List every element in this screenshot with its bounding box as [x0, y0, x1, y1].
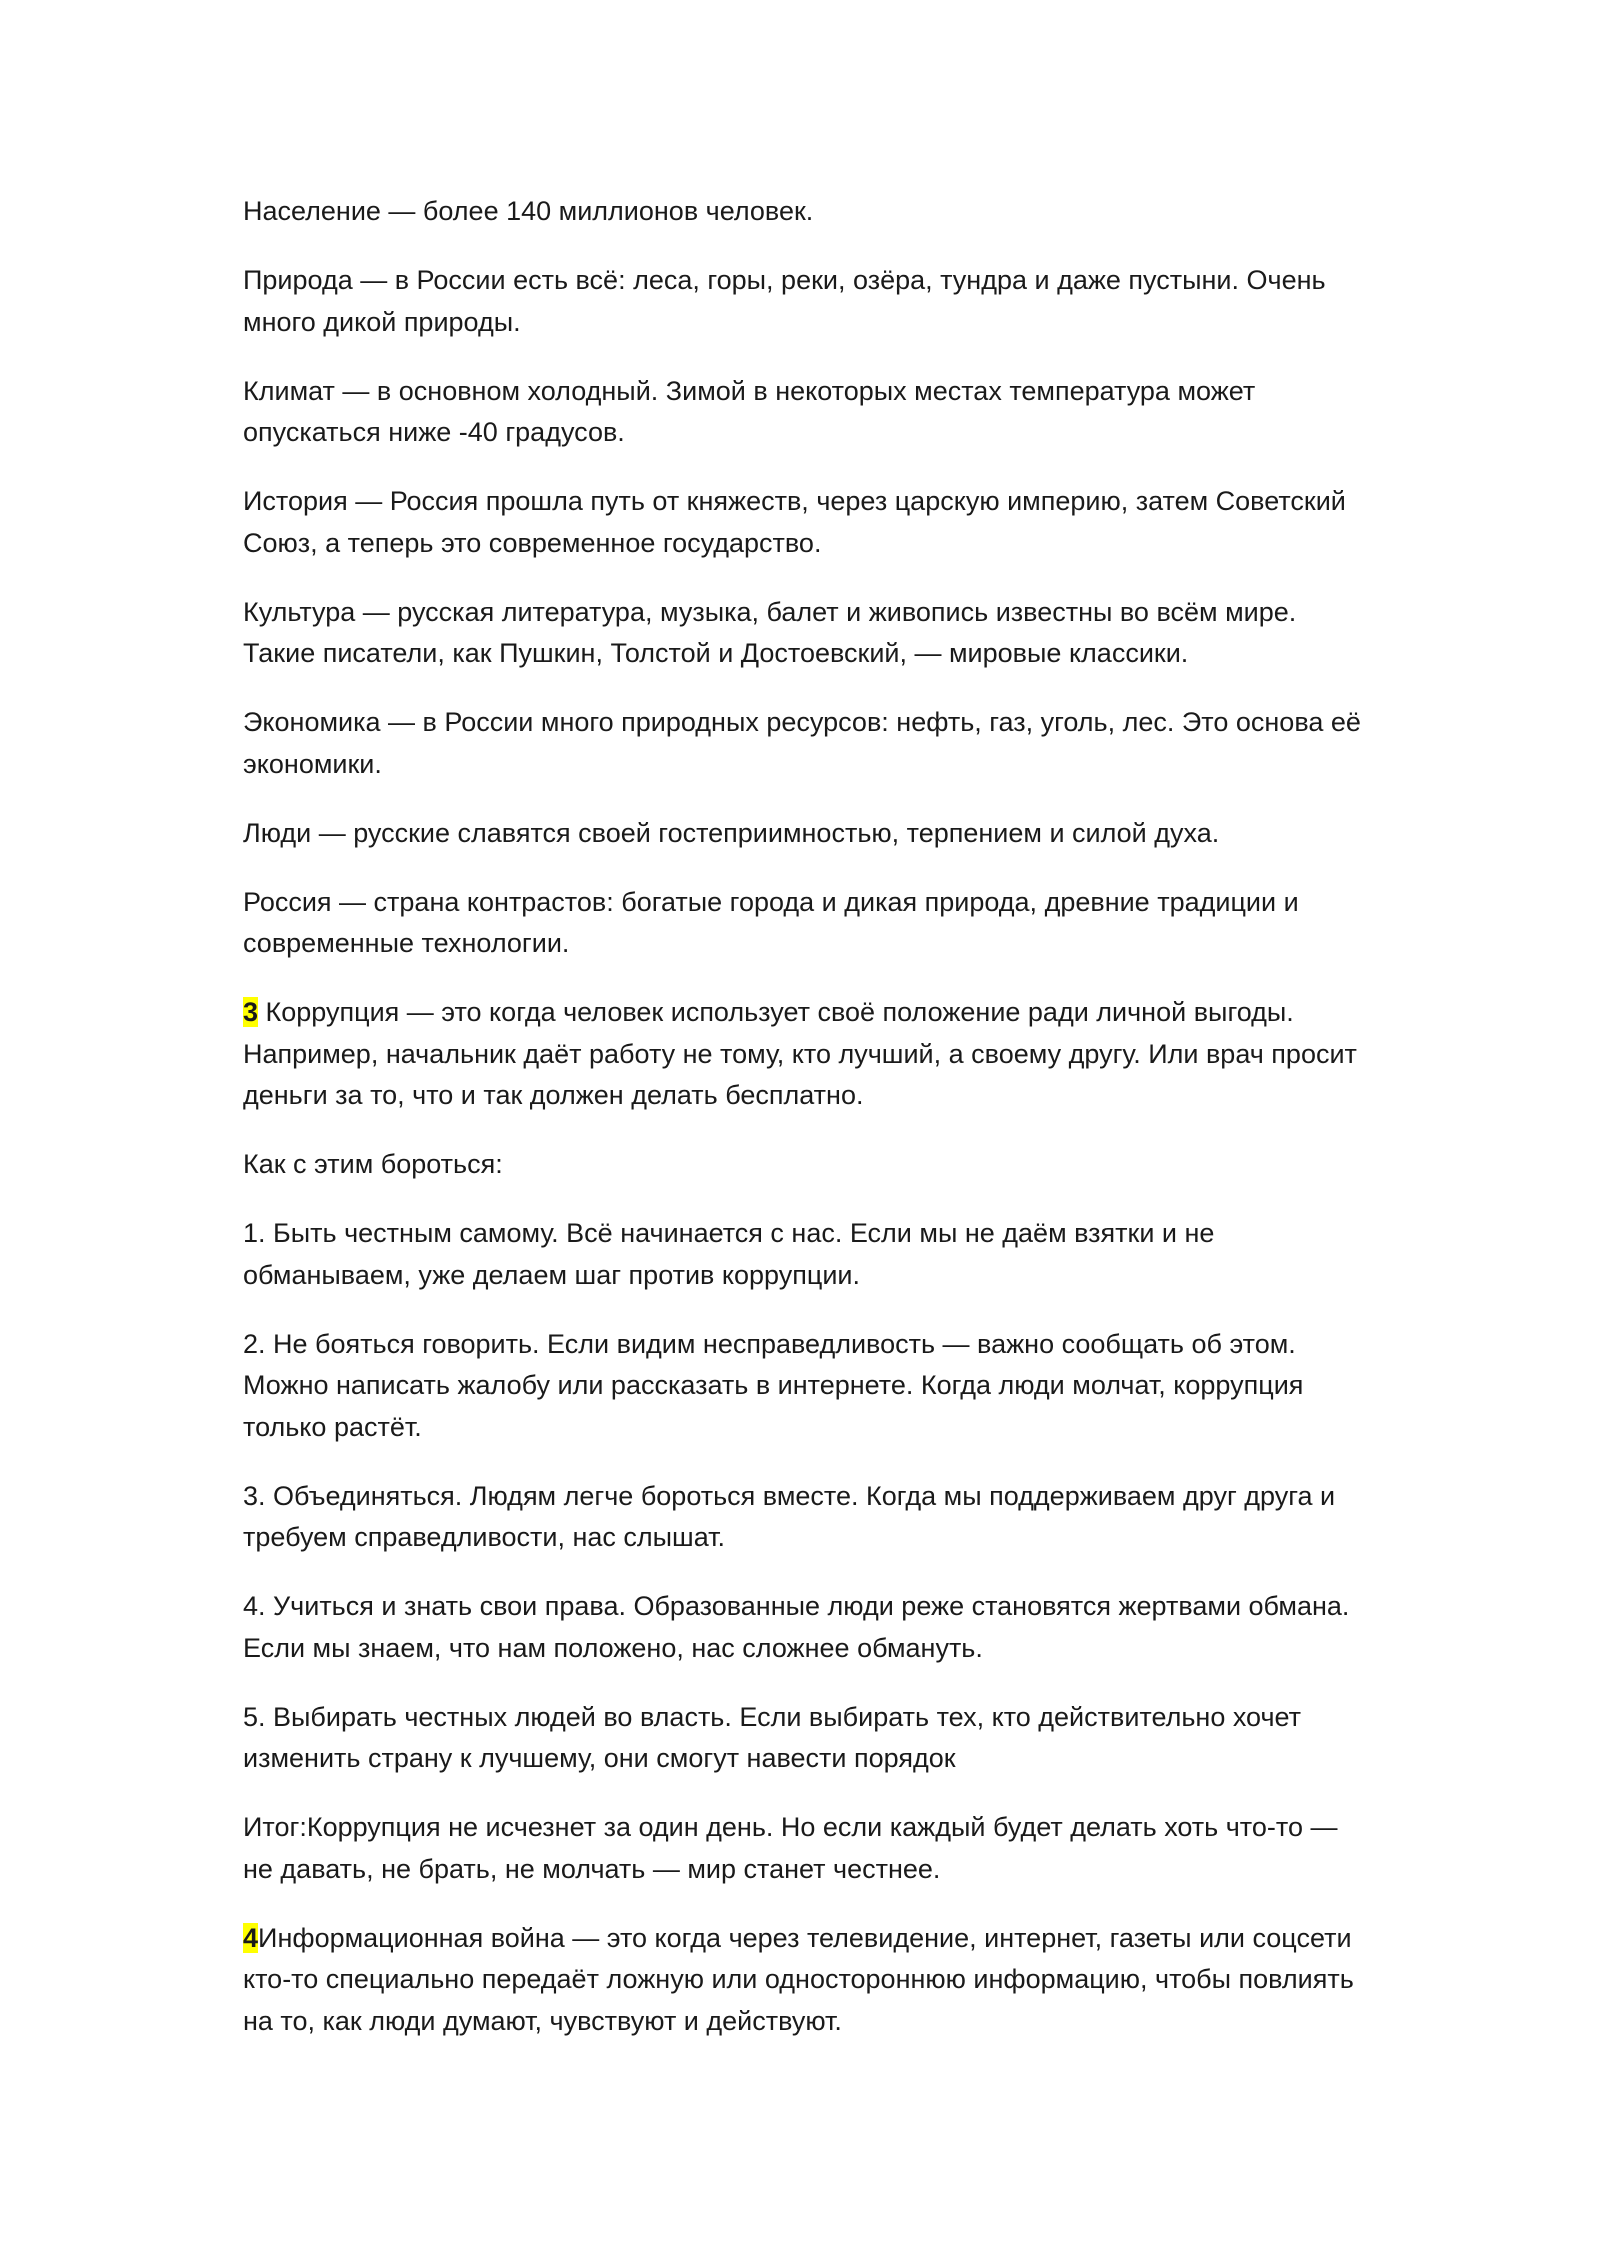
- paragraph-text: История — Россия прошла путь от княжеств, через царскую империю, затем Советский Союз, а теперь это современное государство.: [243, 486, 1346, 558]
- paragraph-climate: [243, 371, 1373, 454]
- paragraph-corruption: [243, 992, 1373, 1117]
- highlighted-marker: 4: [243, 1922, 259, 1953]
- paragraph-text: Коррупция — это когда человек использует своё положение ради личной выгоды. Например, начальник даёт работу не тому, кто лучший, а своему другу. Или врач просит деньги за то, что и так должен делать бесплатно.: [243, 997, 1357, 1110]
- paragraph-nature: [243, 260, 1373, 343]
- paragraph-how-to-fight: [243, 1144, 1373, 1186]
- list-item-5: [243, 1697, 1373, 1780]
- paragraph-population: [243, 191, 1373, 233]
- paragraph-text: 4. Учиться и знать свои права. Образованные люди реже становятся жертвами обмана. Если мы знаем, что нам положено, нас сложнее обмануть.: [243, 1591, 1350, 1663]
- paragraph-information-war: [243, 1918, 1373, 2043]
- list-item-3: [243, 1476, 1373, 1559]
- paragraph-text: Информационная война — это когда через телевидение, интернет, газеты или соцсети кто-то специально передаёт ложную или одностороннюю информацию, чтобы повлиять на то, как люди думают, чувствуют и действуют.: [243, 1922, 1354, 2036]
- paragraph-text: 3. Объединяться. Людям легче бороться вместе. Когда мы поддерживаем друг друга и требуем справедливости, нас слышат.: [243, 1480, 1336, 1552]
- paragraph-text: Итог:Коррупция не исчезнет за один день. Но если каждый будет делать хоть что-то — не давать, не брать, не молчать — мир станет честнее.: [243, 1812, 1338, 1884]
- paragraph-people: [243, 813, 1373, 855]
- paragraph-text: 5. Выбирать честных людей во власть. Если выбирать тех, кто действительно хочет изменить страну к лучшему, они смогут навести порядок: [243, 1701, 1302, 1773]
- paragraph-text: Население — более 140 миллионов человек.: [243, 196, 814, 226]
- paragraph-text: 1. Быть честным самому. Всё начинается с нас. Если мы не даём взятки и не обманываем, уже делаем шаг против коррупции.: [243, 1218, 1215, 1290]
- paragraph-summary: [243, 1807, 1373, 1890]
- list-item-1: [243, 1213, 1373, 1296]
- paragraph-text: Экономика — в России много природных ресурсов: нефть, газ, уголь, лес. Это основа её экономики.: [243, 707, 1361, 779]
- highlighted-marker: 3: [243, 997, 259, 1027]
- paragraph-economy: [243, 702, 1373, 785]
- paragraph-text: Россия — страна контрастов: богатые города и дикая природа, древние традиции и современные технологии.: [243, 886, 1299, 958]
- paragraph-history: [243, 481, 1373, 564]
- paragraph-text: Культура — русская литература, музыка, балет и живопись известны во всём мире. Такие писатели, как Пушкин, Толстой и Достоевский, — мировые классики.: [243, 596, 1297, 668]
- paragraph-contrasts: [243, 882, 1373, 965]
- paragraph-text: Люди — русские славятся своей гостеприимностью, терпением и силой духа.: [243, 817, 1220, 848]
- paragraph-culture: [243, 592, 1373, 675]
- list-item-2: [243, 1324, 1373, 1449]
- paragraph-text: Природа — в России есть всё: леса, горы, реки, озёра, тундра и даже пустыни. Очень много дикой природы.: [243, 265, 1326, 337]
- document-body: [243, 191, 1373, 2070]
- paragraph-text: Как с этим бороться:: [243, 1149, 503, 1179]
- paragraph-text: 2. Не бояться говорить. Если видим несправедливость — важно сообщать об этом. Можно написать жалобу или рассказать в интернете. Когда люди молчат, коррупция только растёт.: [243, 1328, 1304, 1442]
- paragraph-text: Климат — в основном холодный. Зимой в некоторых местах температура может опускаться ниже -40 градусов.: [243, 375, 1256, 447]
- list-item-4: [243, 1586, 1373, 1669]
